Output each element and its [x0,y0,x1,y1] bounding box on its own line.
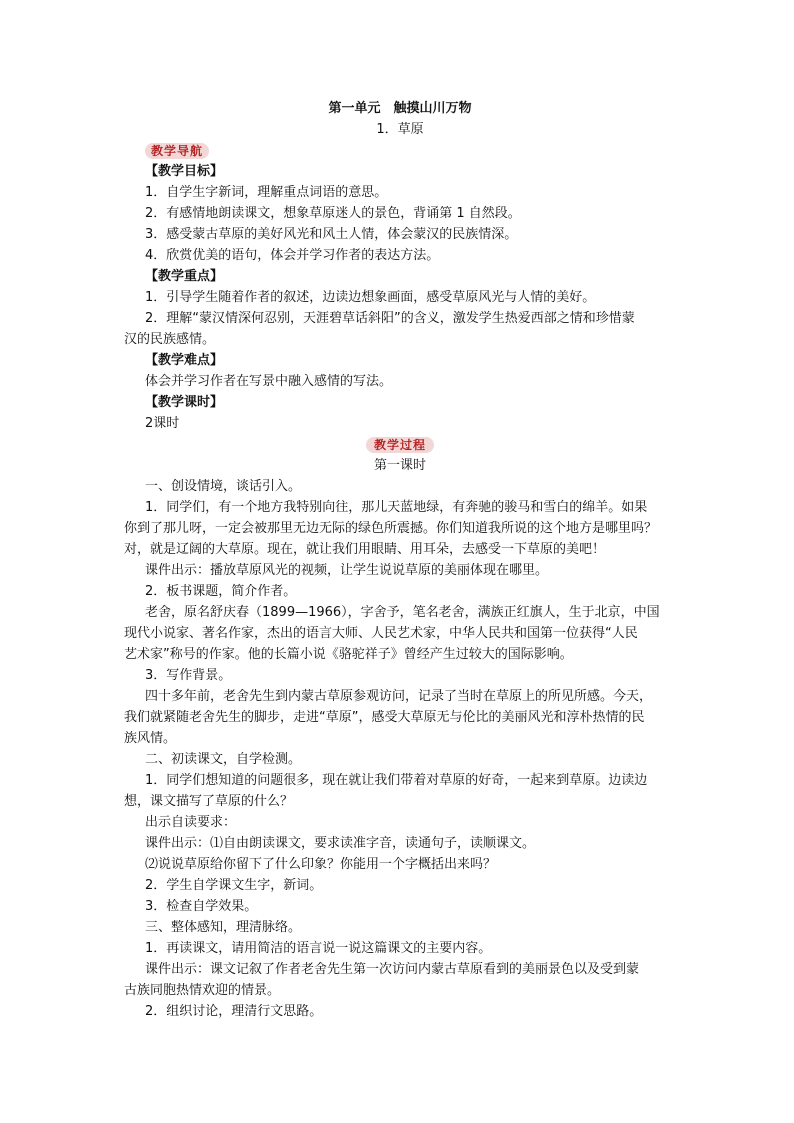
teaching-nav-row [124,140,676,161]
process-line: 3．写作背景。 [145,668,232,683]
unit-title: 第一单元 触摸山川万物 [328,101,472,116]
process-line: 课件出示：播放草原风光的视频，让学生说说草原的美丽体现在哪里。 [145,563,549,578]
key-point-item-cont: 汉的民族感情。 [124,332,216,347]
difficulty-heading: 【教学难点】 [145,353,224,368]
process-line: 2．学生自学课文生字，新词。 [145,878,323,893]
hours-heading: 【教学课时】 [145,395,224,410]
process-line: 对，就是辽阔的大草原。现在，就让我们用眼睛、用耳朵，去感受一下草原的美吧！ [124,542,606,557]
lesson-content [124,98,676,1022]
process-line: 1．再读课文，请用简洁的语言说一说这篇课文的主要内容。 [145,941,492,956]
process-line: 课件出示：课文记叙了作者老舍先生第一次访问内蒙古草原看到的美丽景色以及受到蒙 [145,962,640,977]
key-points-heading: 【教学重点】 [145,269,224,284]
process-line: 想，课文描写了草原的什么？ [124,794,294,809]
process-line: 老舍，原名舒庆春（1899—1966），字舍予，笔名老舍，满族正红旗人，生于北京，中国 [145,605,660,620]
key-point-item: 2．理解“蒙汉情深何忍别，天涯碧草话斜阳”的含义，激发学生热爱西部之情和珍惜蒙 [145,311,635,326]
process-line: 古族同胞热情欢迎的情景。 [124,983,281,998]
process-line: 艺术家”称号的作家。他的长篇小说《骆驼祥子》曾经产生过较大的国际影响。 [124,647,573,662]
goals-heading: 【教学目标】 [145,164,224,179]
goal-item: 2．有感情地朗读课文，想象草原迷人的景色，背诵第 1 自然段。 [145,206,521,221]
process-line: 你到了那儿呀，一定会被那里无边无际的绿色所震撼。你们知道我所说的这个地方是哪里吗？ [124,521,658,536]
process-line: 一、创设情境，谈话引入。 [145,479,302,494]
teaching-nav-badge: 教学导航 [145,143,209,159]
session-title: 第一课时 [373,458,426,473]
difficulty-text: 体会并学习作者在写景中融入感情的写法。 [145,374,393,389]
process-line: 1．同学们想知道的问题很多，现在就让我们带着对草原的好奇，一起来到草原。边读边 [145,773,648,788]
process-line: 3．检查自学效果。 [145,899,258,914]
process-line: 出示自读要求： [145,815,237,830]
goal-item: 3．感受蒙古草原的美好风光和风土人情，体会蒙汉的民族情深。 [145,227,518,242]
process-line: 现代小说家、著名作家，杰出的语言大师、人民艺术家，中华人民共和国第一位获得“人民 [124,626,638,641]
process-line: 2．组织讨论，理清行文思路。 [145,1004,323,1019]
hours-text: 2课时 [145,416,180,431]
process-line: 四十多年前，老舍先生到内蒙古草原参观访问，记录了当时在草原上的所见所感。今天， [145,689,653,704]
process-line: 1．同学们，有一个地方我特别向往，那儿天蓝地绿，有奔驰的骏马和雪白的绵羊。如果 [145,500,648,515]
process-line: 二、初读课文，自学检测。 [145,752,302,767]
lesson-title: 1．草原 [376,122,424,137]
teaching-process-row [124,434,676,455]
goal-item: 4．欣赏优美的语句，体会并学习作者的表达方法。 [145,248,440,263]
process-line: 我们就紧随老舍先生的脚步，走进“草原”，感受大草原无与伦比的美丽风光和淳朴热情的民 [124,710,645,725]
key-point-item: 1．引导学生随着作者的叙述，边读边想象画面，感受草原风光与人情的美好。 [145,290,596,305]
process-line: 三、整体感知，理清脉络。 [145,920,302,935]
process-line: 族风情。 [124,731,177,746]
goal-item: 1．自学生字新词，理解重点词语的意思。 [145,185,388,200]
teaching-process-badge: 教学过程 [366,437,434,453]
process-line: 课件出示：⑴自由朗读课文，要求读准字音，读通句子，读顺课文。 [145,836,536,851]
process-line: ⑵说说草原给你留下了什么印象？你能用一个字概括出来吗？ [145,857,497,872]
process-line: 2．板书课题，简介作者。 [145,584,297,599]
